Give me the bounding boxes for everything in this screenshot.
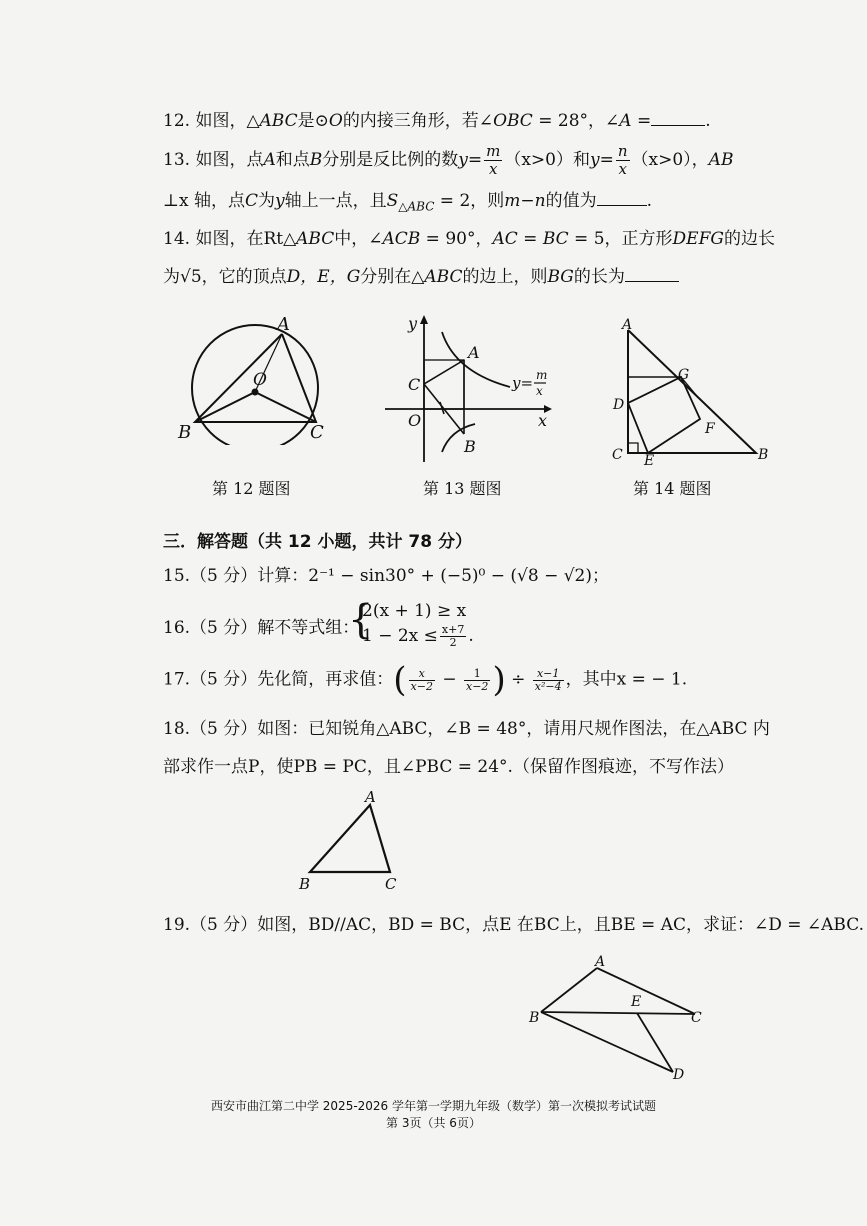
q13-frac-n-over-x: [616, 143, 630, 178]
q16-ineq1: 2(x + 1) ≥ x: [362, 601, 467, 621]
q14-ac: AC: [492, 229, 518, 249]
q12-abc: ABC: [259, 111, 298, 131]
label-b: B: [758, 447, 769, 463]
q14-l2a: 为√5，它的顶点: [163, 267, 287, 287]
question-17: [163, 660, 688, 700]
q16-brace: {: [348, 597, 374, 643]
q13-l2d: = 2，则: [434, 191, 505, 211]
label-a: A: [468, 343, 480, 362]
curve-label-y: y=: [512, 374, 534, 392]
q13-l2e: 的值为: [545, 191, 597, 211]
label-x: x: [538, 411, 548, 430]
label-b: B: [178, 422, 192, 443]
q17-frac1: [409, 668, 435, 693]
q16-ineq2: [362, 624, 474, 649]
label-o: O: [408, 411, 422, 430]
question-15: 15.（5 分）计算：2⁻¹ − sin30° + (−5)⁰ − (√8 − √2)；: [163, 566, 610, 586]
figure-14: [608, 315, 773, 465]
q13-cond2: （x>0），: [631, 150, 709, 170]
q13-y1: y: [458, 150, 468, 170]
q13-s: S: [386, 191, 399, 211]
segment-ob: [195, 392, 255, 422]
label-c: C: [310, 422, 324, 443]
frac-denominator: 2: [449, 636, 457, 649]
q12-text2: 的内接三角形，若∠: [342, 111, 494, 131]
q13-text1: 和点: [275, 150, 310, 170]
q12-answer-blank[interactable]: [651, 125, 705, 126]
label-a: A: [622, 317, 633, 333]
q14-bc: BC: [542, 229, 569, 249]
q14-t1: 中，∠: [334, 229, 383, 249]
q12-text3: = 28°，∠: [532, 111, 620, 131]
frac-numerator: x−1: [533, 668, 564, 681]
label-o: O: [253, 370, 267, 390]
question-19: 19.（5 分）如图，BD//AC，BD = BC，点E 在BC上，且BE = AC，求证：∠D = ∠ABC.: [163, 915, 865, 935]
label-a: A: [595, 954, 606, 970]
frac-numerator: n: [617, 142, 628, 160]
q13-text2: 分别是反比例的数: [322, 150, 459, 170]
footer-title: 西安市曲江第二中学 2025-2026 学年第一学期九年级（数学）第一次模拟考试试题: [210, 1099, 657, 1113]
figure-18: [295, 785, 405, 895]
label-c: C: [691, 1010, 702, 1026]
frac-numerator: 1: [464, 668, 490, 681]
right-angle-mark: [628, 443, 638, 453]
q12-end: .: [705, 111, 711, 131]
question-13-line2: [163, 190, 652, 217]
q14-l2d: 的长为: [573, 267, 625, 287]
segment-bc: [541, 1012, 695, 1014]
segment-ca: [424, 360, 464, 384]
q13-l2c: 轴上一点，且: [284, 191, 387, 211]
q13-y2: y: [589, 150, 600, 170]
q14-t3: =: [517, 229, 543, 249]
q14-acb: ACB: [382, 229, 421, 249]
q14-number: 14. 如图，在Rt△: [163, 229, 297, 249]
q13-number: 13. 如图，点: [163, 150, 264, 170]
q17-frac2: [464, 668, 490, 693]
q14-deg: D，E，G: [286, 267, 361, 287]
q17-div: ÷: [511, 669, 526, 690]
label-a: A: [365, 788, 376, 806]
q14-l2c: 的边上，则: [462, 267, 548, 287]
q13-point-a: A: [263, 150, 276, 170]
question-18-line1: 18.（5 分）如图：已知锐角△ABC，∠B = 48°，请用尺规作图法，在△ABC 内: [163, 719, 770, 739]
q14-bg: BG: [547, 267, 574, 287]
label-e: E: [631, 994, 642, 1010]
q17-minus: −: [442, 669, 457, 690]
label-a: A: [277, 314, 290, 335]
caption-fig14: 第 14 题图: [633, 479, 712, 498]
frac-numerator: x: [409, 668, 435, 681]
label-y: y: [408, 314, 418, 333]
q13-end: .: [646, 191, 652, 211]
q16-frac: [440, 624, 466, 649]
frac-numerator: m: [486, 142, 501, 160]
frac-denominator: x: [618, 160, 627, 178]
q13-cond1: （x>0）和: [504, 150, 590, 170]
figure-13: [380, 312, 560, 467]
curve-label-m: m: [536, 368, 548, 382]
label-d: D: [673, 1067, 685, 1083]
q13-mn: m−n: [504, 191, 546, 211]
q17-rparen: ): [492, 660, 506, 700]
figure-12: [175, 310, 345, 445]
rect-guides: [424, 360, 464, 409]
segment-bd: [541, 1012, 673, 1072]
q14-abc: ABC: [296, 229, 335, 249]
label-c: C: [408, 375, 421, 394]
triangle-abc: [628, 330, 756, 453]
q12-number: 12. 如图，: [163, 111, 247, 131]
question-13: [163, 143, 733, 178]
q13-s-sub: △ABC: [398, 199, 435, 214]
q17-prefix: 17.（5 分）先化简，再求值：: [163, 669, 394, 690]
label-b: B: [464, 437, 476, 456]
footer-page: 第 3页（共 6页）: [386, 1116, 481, 1130]
question-18-line2: 部求作一点P，使PB = PC，且∠PBC = 24°.（保留作图痕迹，不写作法）: [163, 757, 734, 777]
frac-denominator: x²−4: [534, 679, 562, 693]
label-d: D: [613, 397, 625, 413]
q12-text4: =: [631, 111, 652, 131]
q16-end: .: [468, 626, 474, 646]
q13-ab: AB: [708, 150, 734, 170]
label-g: G: [678, 367, 690, 383]
q16-prefix: 16.（5 分）解不等式组：: [163, 618, 360, 638]
triangle-abc: [310, 805, 390, 872]
label-c: C: [385, 875, 397, 893]
q12-a: A: [619, 111, 632, 131]
q13-frac-m-over-x: [484, 143, 502, 178]
label-c: C: [612, 447, 623, 463]
label-b: B: [299, 875, 311, 893]
q14-defg: DEFG: [672, 229, 724, 249]
segment-ab: [541, 968, 597, 1012]
q14-t4: = 5，正方形: [568, 229, 673, 249]
q14-abc2: ABC: [424, 267, 463, 287]
q14-t5: 的边长: [723, 229, 775, 249]
q13-l2a: ⊥x 轴，点: [163, 191, 245, 211]
q14-l2b: 分别在△: [360, 267, 425, 287]
frac-numerator: x+7: [441, 623, 465, 636]
section-3-heading: 三．解答题（共 12 小题，共计 78 分）: [163, 532, 472, 552]
q12-obc: OBC: [493, 111, 533, 131]
curve-label-x: x: [536, 384, 543, 398]
frac-denominator: x−2: [466, 679, 489, 693]
caption-fig12: 第 12 题图: [212, 479, 291, 498]
q13-point-b: B: [309, 150, 323, 170]
frac-denominator: x−2: [410, 679, 433, 693]
q14-answer-blank[interactable]: [625, 281, 679, 282]
question-14: [163, 228, 775, 250]
q13-eq1: =: [467, 150, 483, 170]
y-arrow-icon: [420, 315, 428, 324]
question-14-line2: [163, 266, 679, 288]
q12-text1: 是⊙: [297, 111, 329, 131]
label-f: F: [705, 421, 715, 437]
q16-ineq2-left: 1 − 2x ≤: [362, 626, 438, 646]
triangle-symbol: △: [246, 111, 260, 131]
segment-ac: [597, 968, 695, 1014]
q12-o: O: [328, 111, 343, 131]
q13-l2b: 为: [258, 191, 275, 211]
q17-frac3: [533, 668, 564, 693]
frac-denominator: x: [488, 160, 498, 178]
q17-suffix: ，其中x = − 1.: [565, 669, 688, 690]
q13-y-axis: y: [275, 191, 285, 211]
question-16: [163, 617, 359, 639]
q13-eq2: =: [599, 150, 614, 170]
question-12: [163, 110, 711, 132]
q14-t2: = 90°，: [420, 229, 493, 249]
q17-lparen: (: [393, 660, 407, 700]
label-b: B: [529, 1010, 540, 1026]
q13-point-c: C: [244, 191, 258, 211]
caption-fig13: 第 13 题图: [423, 479, 502, 498]
figure-19: [525, 950, 715, 1085]
q13-answer-blank[interactable]: [597, 205, 647, 206]
label-e: E: [644, 453, 655, 465]
